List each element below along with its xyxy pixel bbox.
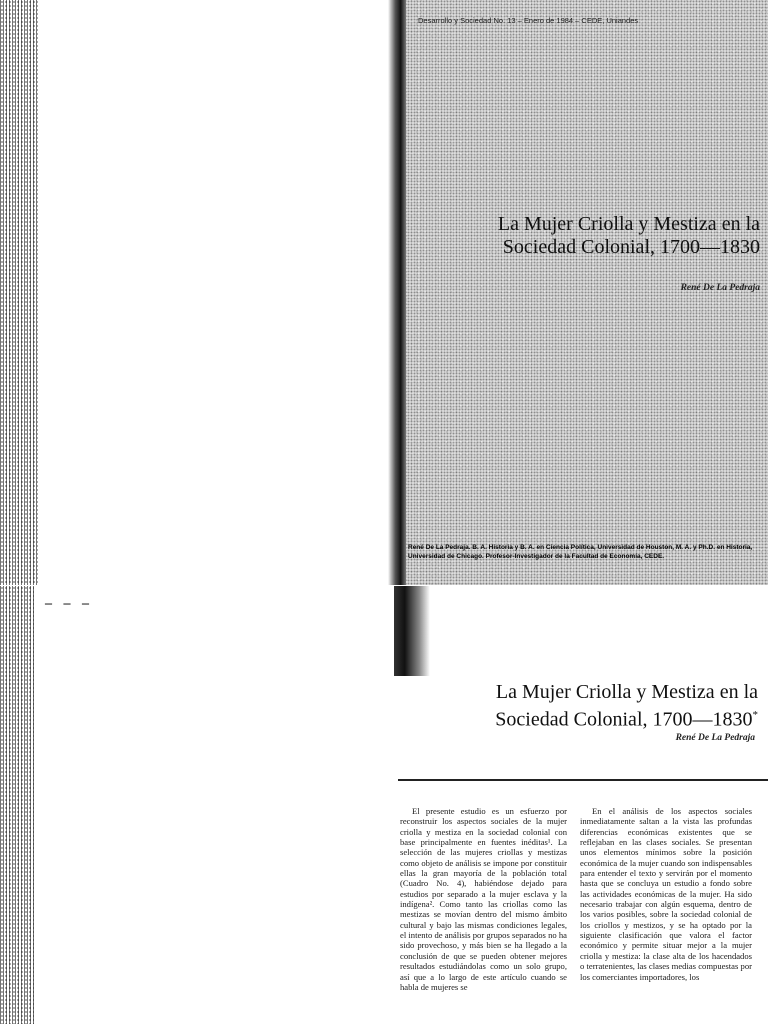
upper-gutter-shadow	[388, 0, 406, 585]
upper-author-footnote: René De La Pedraja. B. A. Historia y B. A. en Ciencia Política, Universidad de Houston, M. A. y Ph.D. en Historia, Universidad de Chicago. Profesor-Investigador de la Facultad de Economía, CEDE.	[408, 544, 753, 560]
body-paragraph-right: En el análisis de los aspectos sociales inmediatamente saltan a la vista las profundas diferencias económicas existentes que se reflejaban en las clases sociales. Se presentan unos elementos mínimos sobre la posición económica de la mujer cuando son indispensables para entender el texto y servirán por el momento hasta que se concluya un estudio a fondo sobre las actividades económicas de la mujer. Ha sido necesario trabajar con algún esquema, dentro de los varios posibles, sobre la sociedad colonial de los criollos y mestizos, y se ha optado por la siguiente clasificación que valora el factor económico y permite situar mejor a la mujer criolla y mestiza: la clase alta de los hacendados o terratenientes, las clases medias compuestas por los comerciantes importadores, los	[580, 806, 752, 982]
section-rule	[398, 779, 768, 781]
upper-left-page-edge	[0, 0, 38, 585]
upper-article-title	[420, 213, 760, 259]
upper-title-line-1: La Mujer Criolla y Mestiza en la	[497, 213, 760, 235]
running-head: Desarrollo y Sociedad No. 13 – Enero de 1984 – CEDE, Uniandes	[418, 16, 639, 25]
body-column-right	[580, 806, 752, 982]
body-column-left	[400, 806, 567, 992]
lower-title-line-1: La Mujer Criolla y Mestiza en la	[495, 681, 758, 703]
lower-left-marks: – – –	[45, 596, 93, 611]
upper-author: René De La Pedraja	[680, 283, 760, 293]
lower-author: René De La Pedraja	[675, 733, 755, 743]
lower-title-line-2-wrap	[420, 704, 758, 732]
title-footnote-mark: *	[752, 709, 758, 721]
lower-gutter-shadow	[394, 586, 430, 676]
body-paragraph-left: El presente estudio es un esfuerzo por reconstruir los aspectos sociales de la mujer criolla y mestiza en la sociedad colonial con base principalmente en fuentes inéditas¹. La selección de las mujeres criollas y mestizas como objeto de análisis se impone por constituir ellas la gran mayoría de la población total (Cuadro No. 4), habiéndose dejado para estudios por separado a la mujer esclava y la indígena². Como tanto las criollas como las mestizas se movían dentro del mismo ámbito cultural y bajo las mismas condiciones legales, el intento de análisis por grupos separados no ha sido provechoso, y más bien se ha llegado a la conclusión de que se pueden obtener mejores resultados estudiándolas como un solo grupo, así que a lo largo de este artículo cuando se habla de mujeres se	[400, 806, 567, 992]
upper-title-line-2: Sociedad Colonial, 1700—1830	[502, 236, 760, 258]
lower-article-title	[420, 681, 758, 732]
lower-left-page-edge	[0, 586, 34, 1024]
lower-title-line-2: Sociedad Colonial, 1700—1830	[495, 708, 753, 731]
